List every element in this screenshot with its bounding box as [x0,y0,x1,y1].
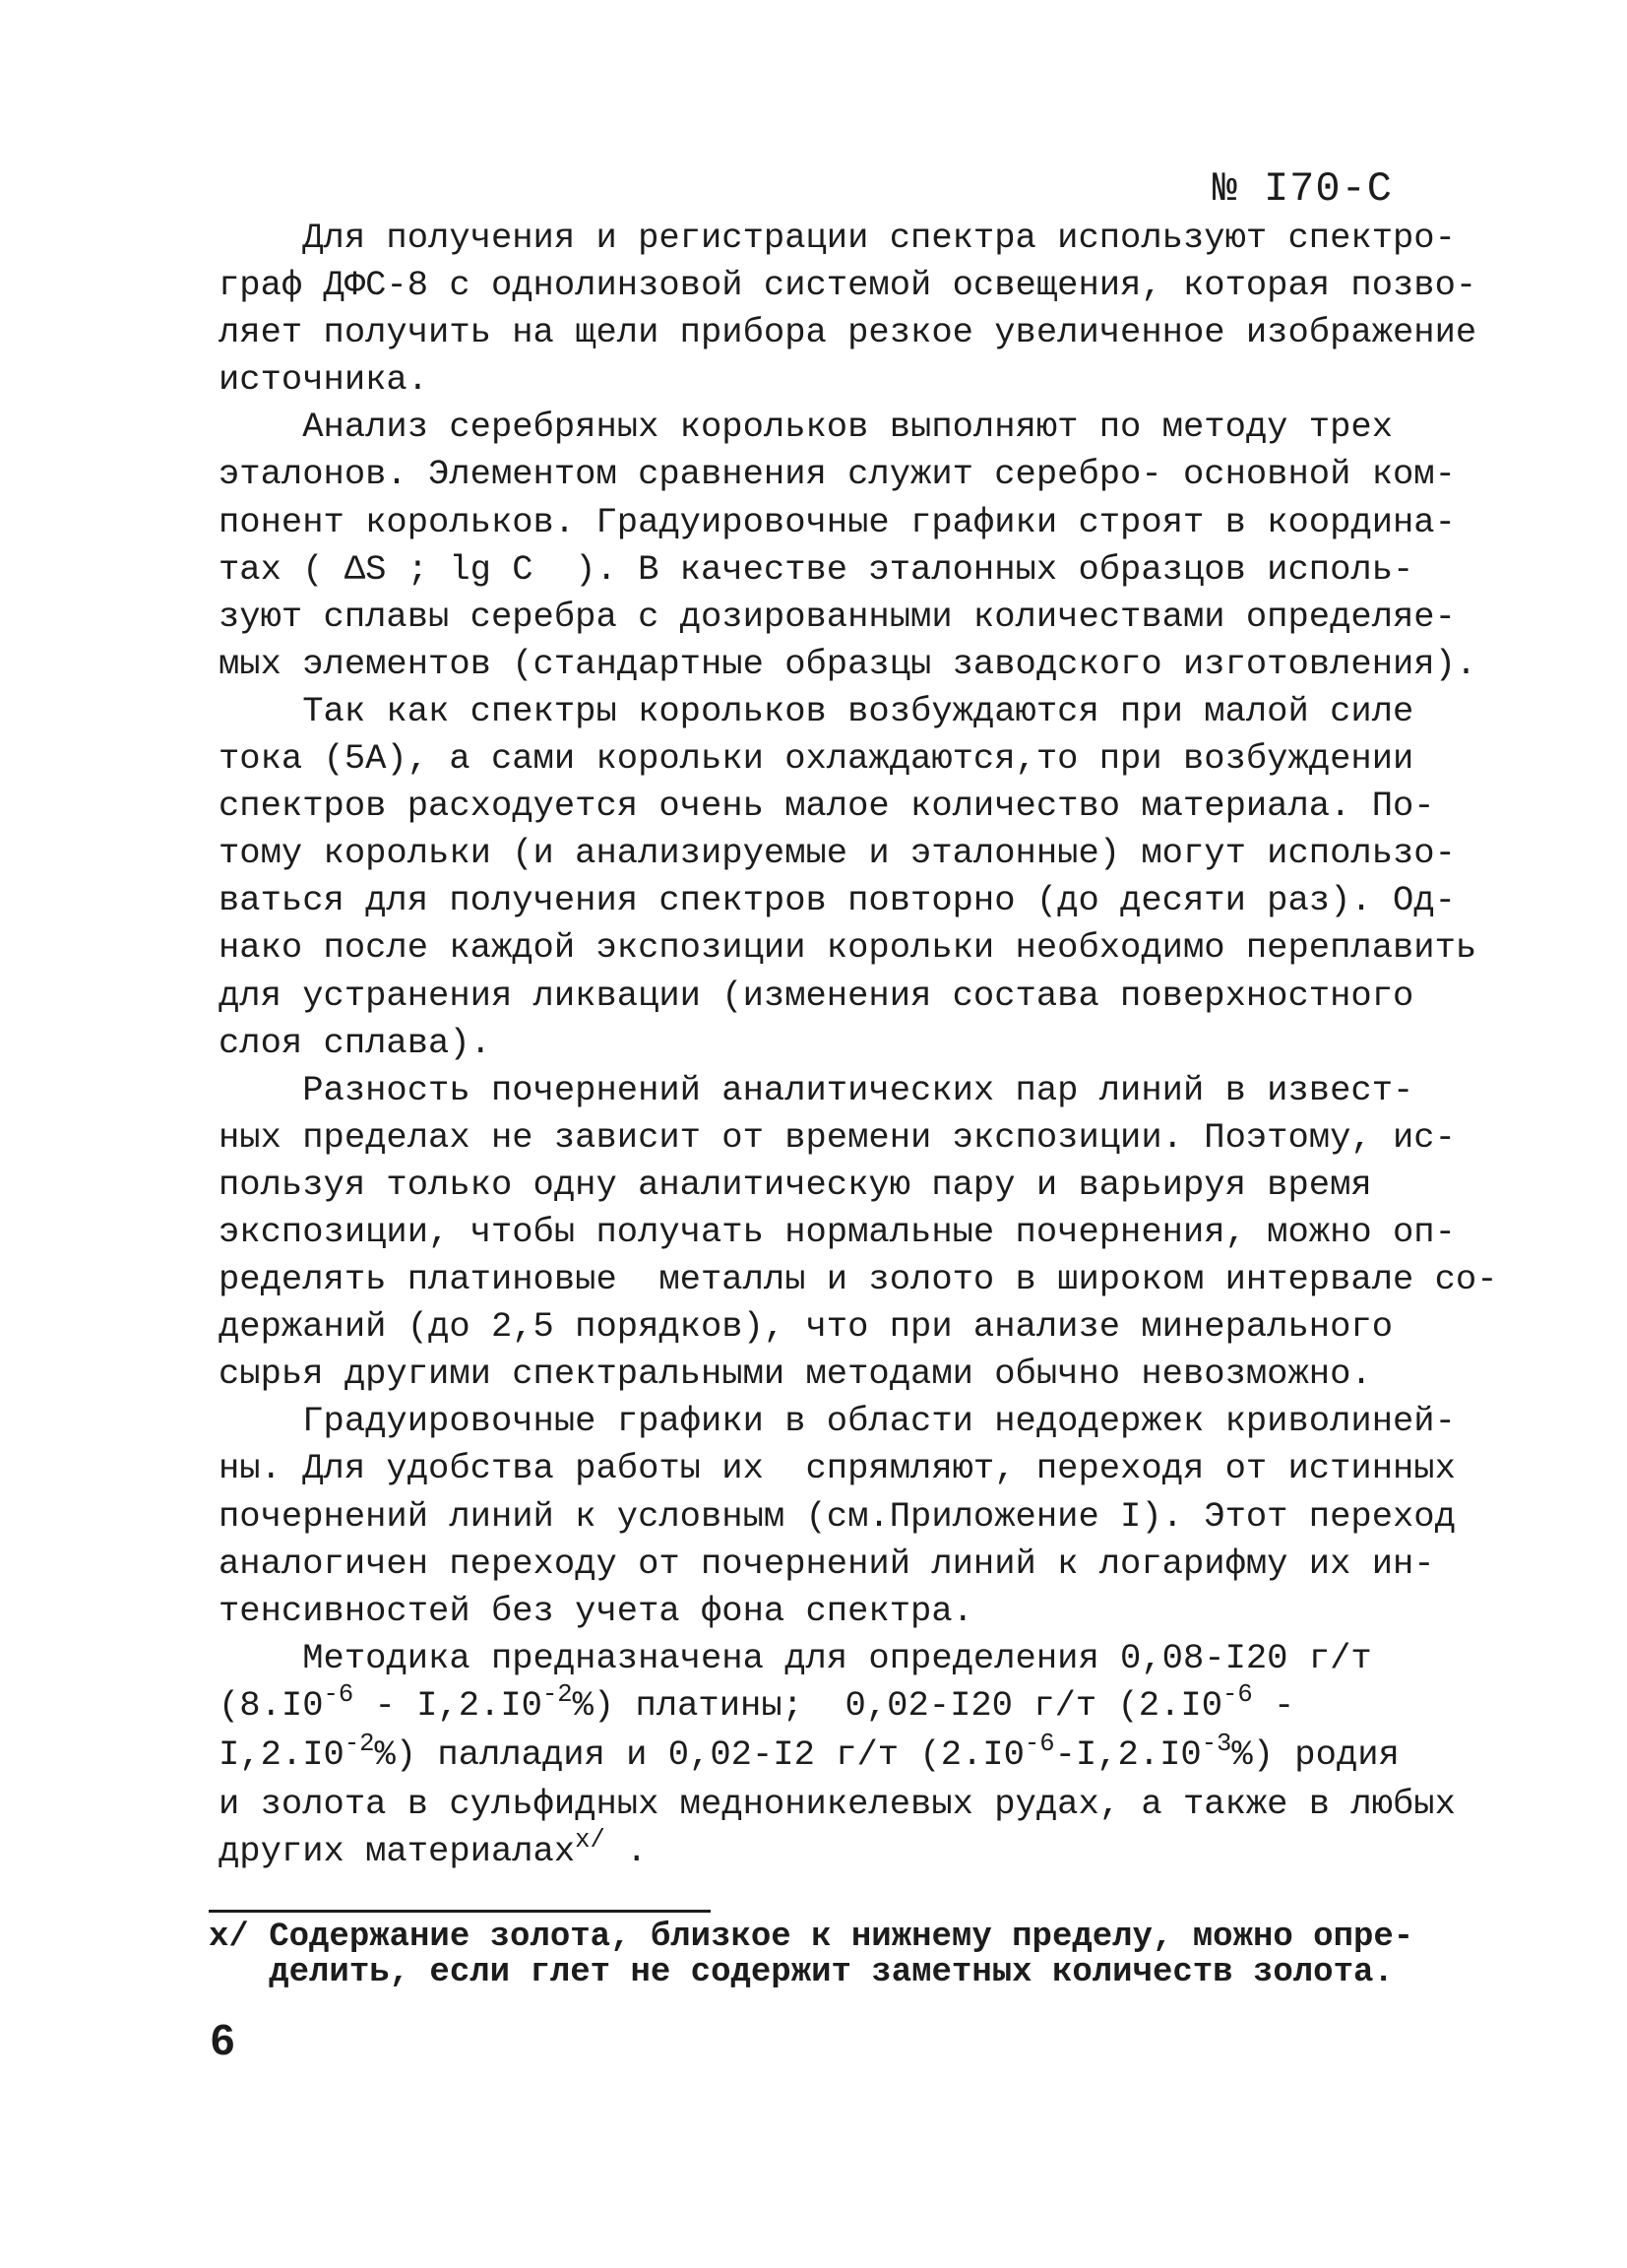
text-line: и золота в сульфидных медноникелевых рудах, а также в любых [219,1783,1456,1824]
text-line: аналогичен переходу от почернений линий к логарифму их ин- [219,1543,1435,1584]
footnote-marker: х/ [575,1825,605,1855]
text-line: тому корольки (и анализируемые и эталонные) могут использо- [219,833,1456,874]
text-line: граф ДФС-8 с однолинзовой системой освещения, которая позво- [219,265,1477,306]
page-number: 6 [211,2016,235,2064]
exponent: -6 [323,1679,354,1709]
text-line: источника. [219,359,429,401]
formula-text: %) палладия и 0,02-I2 г/т (2.I0 [374,1733,1025,1775]
footnote-line: х/ Содержание золота, близкое к нижнему пределу, можно опре- [209,1919,1414,1956]
text-line: мых элементов (стандартные образцы заводского изготовления). [219,643,1477,684]
text-line: спектров расходуется очень малое количество материала. По- [219,786,1435,827]
formula-text: %) платины; 0,02-I20 г/т (2.I0 [572,1684,1223,1726]
text-line: слоя сплава). [219,1022,491,1063]
formula-text: (8.I0 [219,1684,324,1726]
text-line: тенсивностей без учета фона спектра. [219,1590,973,1631]
text-line: Для получения и регистрации спектра используют спектро- [219,218,1456,258]
formula-text: %) родия [1231,1733,1400,1775]
formula-line [219,1729,1414,1781]
text-line: эталонов. Элементом сравнения служит серебро- основной ком- [219,454,1456,495]
text-line: ны. Для удобства работы их спрямляют, переходя от истинных [219,1448,1456,1489]
text-line: тах ( ΔS ; lg C ). В качестве эталонных образцов исполь- [219,548,1414,590]
text-line: понент корольков. Градуировочные графики строят в координа- [219,501,1456,542]
body-text [219,215,1498,1875]
footnote-line: делить, если глет не содержит заметных количеств золота. [209,1954,1394,1991]
text-line: ределять платиновые металлы и золото в широком интервале со- [219,1259,1498,1300]
text-line: пользуя только одну аналитическую пару и варьируя время [219,1164,1372,1205]
text-line: Так как спектры корольков возбуждаются при малой силе [219,690,1414,731]
formula-text: I,2.I0 [219,1733,344,1775]
exponent: -6 [1222,1679,1253,1709]
text-line: зуют сплавы серебра с дозированными количествами определяе- [219,596,1456,637]
text-line: Анализ серебряных корольков выполняют по методу трех [219,407,1393,448]
text-line: сырья другими спектральными методами обычно невозможно. [219,1354,1372,1395]
text-line: для устранения ликвации (изменения состава поверхностного [219,975,1414,1016]
text-line: Разность почернений аналитических пар линий в извест- [219,1069,1414,1110]
footnote [209,1920,1449,1990]
document-number: № I70-С [1212,165,1393,213]
text-line: ных пределах не зависит от времени экспозиции. Поэтому, ис- [219,1116,1456,1158]
formula-text: -I,2.I0 [1054,1733,1202,1775]
exponent: -2 [344,1729,375,1758]
text-line [219,1825,1414,1875]
formula-text: других материалах [219,1831,576,1871]
text-line: Методика предназначена для определения 0,08-I20 г/т [219,1637,1372,1678]
formula-line [219,1679,1414,1732]
text-line: экспозиции, чтобы получать нормальные почернения, можно оп- [219,1211,1456,1252]
formula-text: . [604,1831,648,1871]
formula-text: - I,2.I0 [353,1684,542,1726]
text-line: тока (5А), а сами корольки охлаждаются,то при возбуждении [219,738,1414,780]
text-line: ваться для получения спектров повторно (до десяти раз). Од- [219,880,1456,921]
text-line: почернений линий к условным (см.Приложение I). Этот переход [219,1495,1456,1537]
exponent: -6 [1024,1729,1055,1758]
exponent: -3 [1201,1729,1232,1758]
text-line: нако после каждой экспозиции корольки необходимо переплавить [219,927,1477,969]
text-line: ляет получить на щели прибора резкое увеличенное изображение [219,312,1477,353]
exponent: -2 [541,1679,573,1709]
footnote-divider [209,1910,711,1913]
text-line: Градуировочные графики в области недодержек криволиней- [219,1401,1456,1442]
formula-text: - [1252,1684,1295,1726]
text-line: держаний (до 2,5 порядков), что при анализе минерального [219,1306,1393,1348]
